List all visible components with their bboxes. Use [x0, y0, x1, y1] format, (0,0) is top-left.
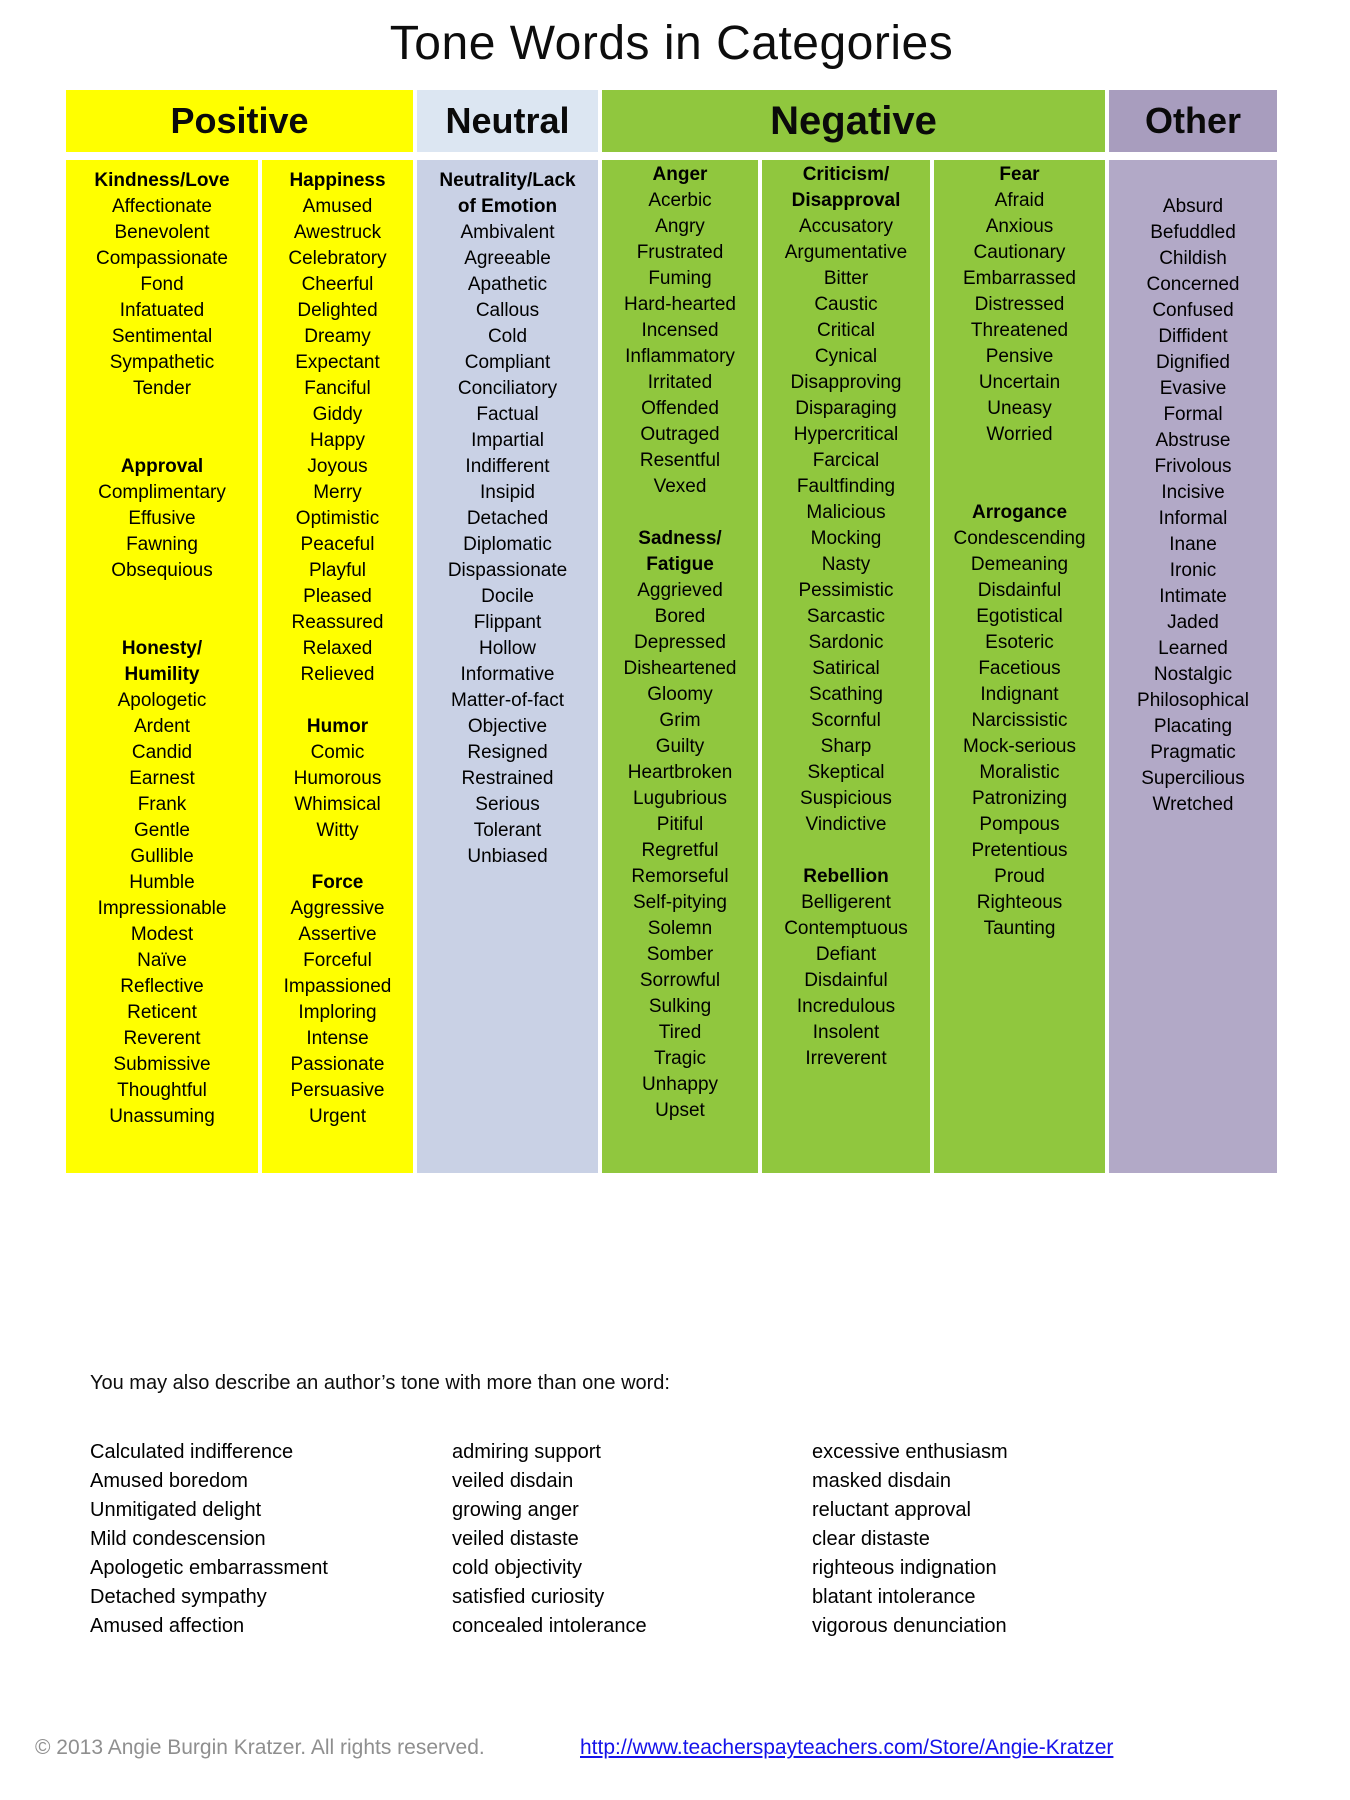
- tone-phrase: Detached sympathy: [90, 1586, 267, 1608]
- tone-word: Imploring: [298, 1002, 377, 1023]
- tone-word: Relieved: [300, 664, 375, 685]
- tone-word: Tired: [658, 1022, 702, 1043]
- footer: [0, 1736, 1350, 1766]
- tone-word: Pessimistic: [798, 580, 894, 601]
- tone-word: Honesty/: [121, 638, 203, 659]
- tone-word: Fatigue: [646, 554, 714, 575]
- tone-word: Humorous: [293, 768, 382, 789]
- tone-word: Vexed: [653, 476, 707, 497]
- tone-word: Cynical: [814, 346, 878, 367]
- tone-word: Unbiased: [467, 846, 548, 867]
- tone-word: Incensed: [641, 320, 719, 341]
- tone-word: Acerbic: [648, 190, 712, 211]
- tone-word: Defiant: [815, 944, 877, 965]
- tone-word: Guilty: [655, 736, 705, 757]
- tone-word: Tragic: [653, 1048, 707, 1069]
- tone-word: Caustic: [814, 294, 878, 315]
- tone-word: [934, 474, 1105, 500]
- tone-phrase: veiled disdain: [452, 1470, 574, 1492]
- tone-word: Indignant: [980, 684, 1059, 705]
- tone-word: Candid: [131, 742, 193, 763]
- tone-word: Proud: [994, 866, 1045, 887]
- tone-word: Uneasy: [987, 398, 1052, 419]
- tone-word: Impassioned: [283, 976, 392, 997]
- tone-word: Happy: [310, 430, 365, 451]
- tone-phrase: admiring support: [452, 1441, 601, 1463]
- tone-word: Merry: [313, 482, 362, 503]
- tone-phrase: veiled distaste: [452, 1528, 579, 1550]
- tone-word: Resentful: [639, 450, 721, 471]
- tone-word: Reflective: [120, 976, 204, 997]
- tone-word: Pensive: [985, 346, 1054, 367]
- tone-word: Somber: [646, 944, 714, 965]
- phrase-column-1: [90, 1438, 452, 1641]
- tone-phrase: Calculated indifference: [90, 1441, 294, 1463]
- tone-word: Affectionate: [111, 196, 212, 217]
- tone-word: Diffident: [1158, 326, 1228, 347]
- tone-phrase: Amused boredom: [90, 1470, 248, 1492]
- tone-word: Accusatory: [799, 216, 893, 237]
- tone-word: Passionate: [290, 1054, 385, 1075]
- tone-word: Hollow: [478, 638, 537, 659]
- tone-word: [66, 402, 258, 428]
- tone-word: Intimate: [1159, 586, 1227, 607]
- tone-word: Narcissistic: [971, 710, 1068, 731]
- tone-word: Witty: [316, 820, 359, 841]
- tone-word: Mocking: [810, 528, 882, 549]
- tone-word: Argumentative: [784, 242, 908, 263]
- tone-word: Vindictive: [805, 814, 887, 835]
- tone-word: Disdainful: [804, 970, 888, 991]
- tone-word: Skeptical: [807, 762, 885, 783]
- tone-word: Peaceful: [300, 534, 375, 555]
- tone-word: Dreamy: [304, 326, 371, 347]
- copyright-text: © 2013 Angie Burgin Kratzer. All rights reserved.: [35, 1736, 485, 1759]
- tone-word: Modest: [130, 924, 194, 945]
- tone-word: Benevolent: [114, 222, 210, 243]
- phrase-lists: [90, 1438, 1008, 1641]
- column-happiness-humor-force: [262, 160, 413, 1173]
- tone-word: Confused: [1152, 300, 1234, 321]
- tone-word: Insipid: [480, 482, 535, 503]
- tone-word: Tender: [132, 378, 192, 399]
- tone-word: Scornful: [811, 710, 881, 731]
- tone-word: Moralistic: [979, 762, 1060, 783]
- tone-word: Sentimental: [111, 326, 213, 347]
- tone-word: Distressed: [974, 294, 1065, 315]
- tone-word: Satirical: [812, 658, 880, 679]
- tone-word: Esoteric: [985, 632, 1054, 653]
- phrase-column-3: [812, 1438, 1008, 1641]
- tone-word: Demeaning: [970, 554, 1069, 575]
- tone-word: [66, 584, 258, 610]
- tone-word: Sympathetic: [109, 352, 215, 373]
- tone-word: Embarrassed: [963, 268, 1076, 289]
- tone-word: Ardent: [134, 716, 190, 737]
- tone-word: Informative: [460, 664, 555, 685]
- tone-word: Apathetic: [467, 274, 548, 295]
- tone-word: Wretched: [1152, 794, 1234, 815]
- tone-word: Sulking: [648, 996, 712, 1017]
- tone-word: Suspicious: [800, 788, 892, 809]
- tone-word: Aggressive: [290, 898, 385, 919]
- tone-word: Incredulous: [796, 996, 896, 1017]
- page-title: Tone Words in Categories: [389, 17, 954, 70]
- tone-word: Whimsical: [294, 794, 381, 815]
- tone-word: Agreeable: [464, 248, 551, 269]
- tone-word: Rebellion: [803, 866, 889, 887]
- tone-word: Docile: [481, 586, 534, 607]
- tone-word: Obsequious: [111, 560, 213, 581]
- tone-word: Force: [311, 872, 364, 893]
- tone-word: Fond: [140, 274, 184, 295]
- tone-word: Forceful: [303, 950, 372, 971]
- tone-word: Amused: [302, 196, 373, 217]
- tone-word: Formal: [1163, 404, 1223, 425]
- tone-word: Sarcastic: [806, 606, 886, 627]
- tone-phrase: reluctant approval: [812, 1499, 971, 1521]
- tone-word: Arrogance: [971, 502, 1068, 523]
- tone-word: Pleased: [303, 586, 372, 607]
- tone-word: Unassuming: [109, 1106, 215, 1127]
- tone-word: Ironic: [1169, 560, 1217, 581]
- tone-word: Disheartened: [623, 658, 737, 679]
- tone-word: Grim: [659, 710, 701, 731]
- tone-word: Befuddled: [1150, 222, 1236, 243]
- tone-word: Fawning: [126, 534, 198, 555]
- tone-word: Evasive: [1159, 378, 1227, 399]
- tone-word: Thoughtful: [117, 1080, 207, 1101]
- tone-word: Hard-hearted: [624, 294, 736, 315]
- tone-word: Irreverent: [805, 1048, 887, 1069]
- category-header-row: [66, 90, 1277, 152]
- tone-word: Concerned: [1146, 274, 1240, 295]
- tone-word: Childish: [1159, 248, 1227, 269]
- tone-word: Relaxed: [302, 638, 373, 659]
- tone-word: [262, 844, 413, 870]
- tone-word: Pretentious: [971, 840, 1068, 861]
- tone-word: Gullible: [130, 846, 194, 867]
- tone-word: Farcical: [812, 450, 880, 471]
- tone-phrase: clear distaste: [812, 1528, 930, 1550]
- tone-word: Pompous: [979, 814, 1060, 835]
- tone-word: Depressed: [634, 632, 726, 653]
- tone-word: Kindness/Love: [94, 170, 230, 191]
- tone-word: Reverent: [123, 1028, 201, 1049]
- tone-word: Flippant: [473, 612, 542, 633]
- tone-phrase: masked disdain: [812, 1470, 951, 1492]
- tone-word: Humble: [129, 872, 195, 893]
- tone-word: Placating: [1153, 716, 1233, 737]
- tone-word: Callous: [475, 300, 540, 321]
- tone-word: Conciliatory: [457, 378, 558, 399]
- tone-word: Jaded: [1167, 612, 1219, 633]
- column-fear-arrogance: [934, 160, 1105, 1173]
- tone-word: [934, 448, 1105, 474]
- tone-word: Apologetic: [117, 690, 207, 711]
- tone-word: Joyous: [307, 456, 368, 477]
- tone-word: Scathing: [809, 684, 883, 705]
- tone-word: Patronizing: [971, 788, 1068, 809]
- tone-word: Infatuated: [119, 300, 205, 321]
- category-header-negative: Negative: [602, 90, 1105, 152]
- tone-word: Earnest: [129, 768, 195, 789]
- tone-word: Uncertain: [978, 372, 1061, 393]
- tone-word: Taunting: [983, 918, 1056, 939]
- multi-word-note: You may also describe an author’s tone with more than one word:: [90, 1372, 670, 1394]
- tone-word: Awestruck: [293, 222, 382, 243]
- column-neutrality: [417, 160, 598, 1173]
- tone-word: Belligerent: [801, 892, 891, 913]
- tone-word: Resigned: [467, 742, 548, 763]
- tone-word: Gloomy: [647, 684, 713, 705]
- tone-word: Absurd: [1162, 196, 1224, 217]
- tone-word: Fuming: [648, 268, 712, 289]
- tone-word: Bored: [654, 606, 706, 627]
- tone-word: Frustrated: [636, 242, 724, 263]
- tone-word: Intense: [306, 1028, 369, 1049]
- tone-word: Insolent: [812, 1022, 880, 1043]
- tone-word: Righteous: [976, 892, 1063, 913]
- tone-phrase: Apologetic embarrassment: [90, 1557, 328, 1579]
- tone-word: Afraid: [994, 190, 1045, 211]
- tone-word: [262, 688, 413, 714]
- tone-word: Humility: [124, 664, 200, 685]
- tone-word: Giddy: [312, 404, 363, 425]
- tone-word: Serious: [475, 794, 540, 815]
- tone-table: [66, 90, 1277, 1173]
- tone-word: Worried: [986, 424, 1053, 445]
- tone-word: Compassionate: [95, 248, 229, 269]
- category-header-other: Other: [1109, 90, 1277, 152]
- tone-word: Hypercritical: [793, 424, 899, 445]
- tone-word: Upset: [655, 1100, 705, 1121]
- tone-word: Heartbroken: [627, 762, 733, 783]
- tone-word: Sharp: [820, 736, 872, 757]
- tone-word: Frank: [137, 794, 187, 815]
- tone-word: Inflammatory: [625, 346, 735, 367]
- tone-word: Playful: [308, 560, 367, 581]
- tone-word: Cautionary: [973, 242, 1066, 263]
- tone-word: Neutrality/Lack: [439, 170, 576, 191]
- tone-word: [762, 838, 930, 864]
- tone-word: Disparaging: [795, 398, 897, 419]
- tone-word: Faultfinding: [796, 476, 896, 497]
- tone-phrase: excessive enthusiasm: [812, 1441, 1008, 1463]
- tone-word: Remorseful: [631, 866, 729, 887]
- tone-word: Disapproval: [791, 190, 901, 211]
- tone-word: Contemptuous: [784, 918, 908, 939]
- tone-word: Celebratory: [288, 248, 387, 269]
- tone-phrase: growing anger: [452, 1499, 579, 1521]
- tone-word: Criticism/: [802, 164, 890, 185]
- tone-word: Cold: [487, 326, 528, 347]
- tone-phrase: Mild condescension: [90, 1528, 266, 1550]
- tone-word: Naïve: [137, 950, 187, 971]
- tone-word: Mock-serious: [963, 736, 1076, 757]
- tone-phrase: satisfied curiosity: [452, 1586, 605, 1608]
- tone-word: Condescending: [953, 528, 1086, 549]
- tone-word: Solemn: [647, 918, 713, 939]
- tone-word: Sorrowful: [639, 970, 721, 991]
- tone-word: Egotistical: [976, 606, 1063, 627]
- tone-word: Impartial: [471, 430, 544, 451]
- tone-word: Incisive: [1161, 482, 1225, 503]
- tone-word: Inane: [1169, 534, 1217, 555]
- store-link[interactable]: http://www.teacherspayteachers.com/Store/Angie-Kratzer: [580, 1736, 1114, 1759]
- tone-word: Critical: [816, 320, 876, 341]
- column-other: [1109, 160, 1277, 1173]
- tone-word: Submissive: [113, 1054, 211, 1075]
- tone-word: Frivolous: [1154, 456, 1232, 477]
- tone-word: Sadness/: [638, 528, 722, 549]
- tone-word: Objective: [467, 716, 548, 737]
- tone-word: of Emotion: [457, 196, 558, 217]
- tone-phrase: Amused affection: [90, 1615, 245, 1637]
- tone-word: Factual: [476, 404, 539, 425]
- tone-word: [66, 428, 258, 454]
- tone-word: Urgent: [308, 1106, 367, 1127]
- tone-word: Expectant: [295, 352, 380, 373]
- tone-phrase: cold objectivity: [452, 1557, 583, 1579]
- tone-word: Effusive: [128, 508, 196, 529]
- tone-word: Fear: [999, 164, 1040, 185]
- tone-word: Disdainful: [977, 580, 1062, 601]
- tone-word: Fanciful: [304, 378, 371, 399]
- tone-word: Impressionable: [97, 898, 227, 919]
- tone-word: Offended: [641, 398, 719, 419]
- tone-word: Malicious: [806, 502, 886, 523]
- category-header-neutral: Neutral: [417, 90, 598, 152]
- tone-word: Irritated: [647, 372, 713, 393]
- tone-word: Nasty: [821, 554, 871, 575]
- tone-word: Lugubrious: [632, 788, 728, 809]
- tone-word: Nostalgic: [1153, 664, 1233, 685]
- tone-word: Bitter: [823, 268, 869, 289]
- tone-word: Indifferent: [465, 456, 550, 477]
- tone-word: [602, 500, 758, 526]
- tone-word: Anger: [652, 164, 708, 185]
- tone-word: Complimentary: [98, 482, 226, 503]
- tone-word: Regretful: [641, 840, 719, 861]
- tone-word: Angry: [655, 216, 705, 237]
- column-anger-sadness: [602, 160, 758, 1173]
- tone-word: Compliant: [464, 352, 551, 373]
- tone-word: Aggrieved: [637, 580, 723, 601]
- tone-word: Anxious: [985, 216, 1054, 237]
- tone-word: Matter-of-fact: [451, 690, 564, 711]
- tone-phrase: blatant intolerance: [812, 1586, 976, 1608]
- phrase-column-2: [452, 1438, 812, 1641]
- tone-word: [1109, 168, 1277, 194]
- tone-phrase: concealed intolerance: [452, 1615, 647, 1637]
- tone-word: Restrained: [461, 768, 554, 789]
- tone-phrase: Unmitigated delight: [90, 1499, 262, 1521]
- tone-columns: [66, 160, 1277, 1173]
- tone-word: Abstruse: [1155, 430, 1231, 451]
- tone-word: Happiness: [289, 170, 386, 191]
- tone-word: Supercilious: [1141, 768, 1245, 789]
- tone-phrase: vigorous denunciation: [812, 1615, 1007, 1637]
- tone-word: Persuasive: [290, 1080, 385, 1101]
- tone-word: Tolerant: [473, 820, 542, 841]
- column-criticism-rebellion: [762, 160, 930, 1173]
- tone-word: Detached: [466, 508, 549, 529]
- tone-word: Dispassionate: [447, 560, 568, 581]
- tone-word: Comic: [310, 742, 365, 763]
- tone-word: Ambivalent: [460, 222, 555, 243]
- tone-phrase: righteous indignation: [812, 1557, 997, 1579]
- tone-word: Pragmatic: [1150, 742, 1236, 763]
- tone-word: Threatened: [970, 320, 1069, 341]
- tone-word: Disapproving: [790, 372, 902, 393]
- tone-word: Sardonic: [808, 632, 884, 653]
- tone-word: Dignified: [1156, 352, 1230, 373]
- tone-word: Approval: [120, 456, 204, 477]
- tone-word: Gentle: [134, 820, 190, 841]
- tone-word: Reticent: [127, 1002, 197, 1023]
- tone-word: Self-pitying: [633, 892, 727, 913]
- tone-word: Optimistic: [295, 508, 380, 529]
- tone-word: Cheerful: [301, 274, 374, 295]
- tone-word: Informal: [1158, 508, 1228, 529]
- tone-word: Delighted: [297, 300, 378, 321]
- tone-word: Philosophical: [1137, 690, 1249, 711]
- tone-word: Learned: [1158, 638, 1228, 659]
- tone-word: Diplomatic: [463, 534, 552, 555]
- tone-word: Facetious: [978, 658, 1061, 679]
- tone-word: Unhappy: [641, 1074, 719, 1095]
- tone-word: Reassured: [291, 612, 384, 633]
- tone-word: Outraged: [640, 424, 720, 445]
- tone-word: [66, 610, 258, 636]
- column-kindness-approval-honesty: [66, 160, 258, 1173]
- tone-word: Assertive: [298, 924, 377, 945]
- tone-word: Humor: [306, 716, 369, 737]
- tone-word: Pitiful: [656, 814, 704, 835]
- category-header-positive: Positive: [66, 90, 413, 152]
